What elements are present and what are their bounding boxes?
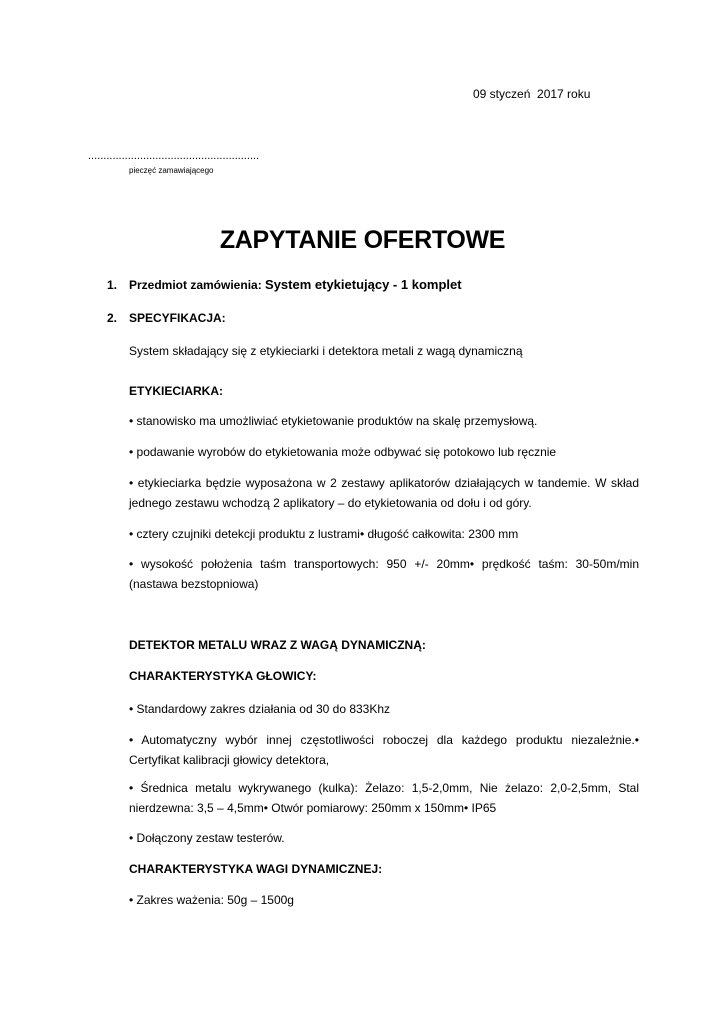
etykieciarka-item-3: • etykieciarka będzie wyposażona w 2 zestawy aplikatorów działających w tandemie. W skład jednego zestawu wchodzą 2 aplikatory – do etykietowania od dołu i od góry. — [129, 476, 639, 510]
waga-item-1: • Zakres ważenia: 50g – 1500g — [129, 893, 294, 907]
section-1-value: System etykietujący - 1 komplet — [265, 277, 462, 292]
document-title: ZAPYTANIE OFERTOWE — [219, 226, 506, 254]
etykieciarka-item-5: • wysokość położenia taśm transportowych: 950 +/- 20mm• prędkość taśm: 30-50m/min (nastawa bezstopniowa) — [129, 557, 639, 591]
etykieciarka-item-1: • stanowisko ma umożliwiać etykietowanie produktów na skalę przemysłową. — [129, 414, 538, 428]
glowica-item-2: • Automatyczny wybór innej częstotliwości roboczej dla każdego produktu niezależnie.• Certyfikat kalibracji głowicy detektora, — [129, 733, 639, 767]
glowica-item-4: • Dołączony zestaw testerów. — [129, 831, 285, 845]
section-1-number: 1. — [107, 278, 118, 292]
stamp-dotted-line: ........................................................ — [88, 150, 260, 162]
section-1-line — [129, 277, 462, 292]
stamp-label: pieczęć zamawiającego — [129, 166, 214, 175]
glowica-item-3: • Średnica metalu wykrywanego (kulka): Żelazo: 1,5-2,0mm, Nie żelazo: 2,0-2,5mm, Stal nierdzewna: 3,5 – 4,5mm• Otwór pomiarowy: 250mm x 150mm• IP65 — [129, 781, 639, 815]
spec-intro: System składający się z etykieciarki i detektora metali z wagą dynamiczną — [129, 344, 523, 358]
section-2-label: SPECYFIKACJA: — [129, 311, 226, 325]
etykieciarka-heading: ETYKIECIARKA: — [129, 384, 224, 398]
etykieciarka-item-4: • cztery czujniki detekcji produktu z lustrami• długość całkowita: 2300 mm — [129, 527, 519, 541]
glowica-heading: CHARAKTERYSTYKA GŁOWICY: — [129, 669, 317, 683]
etykieciarka-item-2: • podawanie wyrobów do etykietowania może odbywać się potokowo lub ręcznie — [129, 445, 557, 459]
document-date: 09 styczeń 2017 roku — [473, 87, 591, 101]
detektor-heading: DETEKTOR METALU WRAZ Z WAGĄ DYNAMICZNĄ: — [129, 638, 426, 652]
section-1-label: Przedmiot zamówienia: — [129, 278, 266, 292]
section-2-number: 2. — [107, 311, 118, 325]
waga-heading: CHARAKTERYSTYKA WAGI DYNAMICZNEJ: — [129, 862, 383, 876]
glowica-item-1: • Standardowy zakres działania od 30 do 833Khz — [129, 702, 391, 716]
